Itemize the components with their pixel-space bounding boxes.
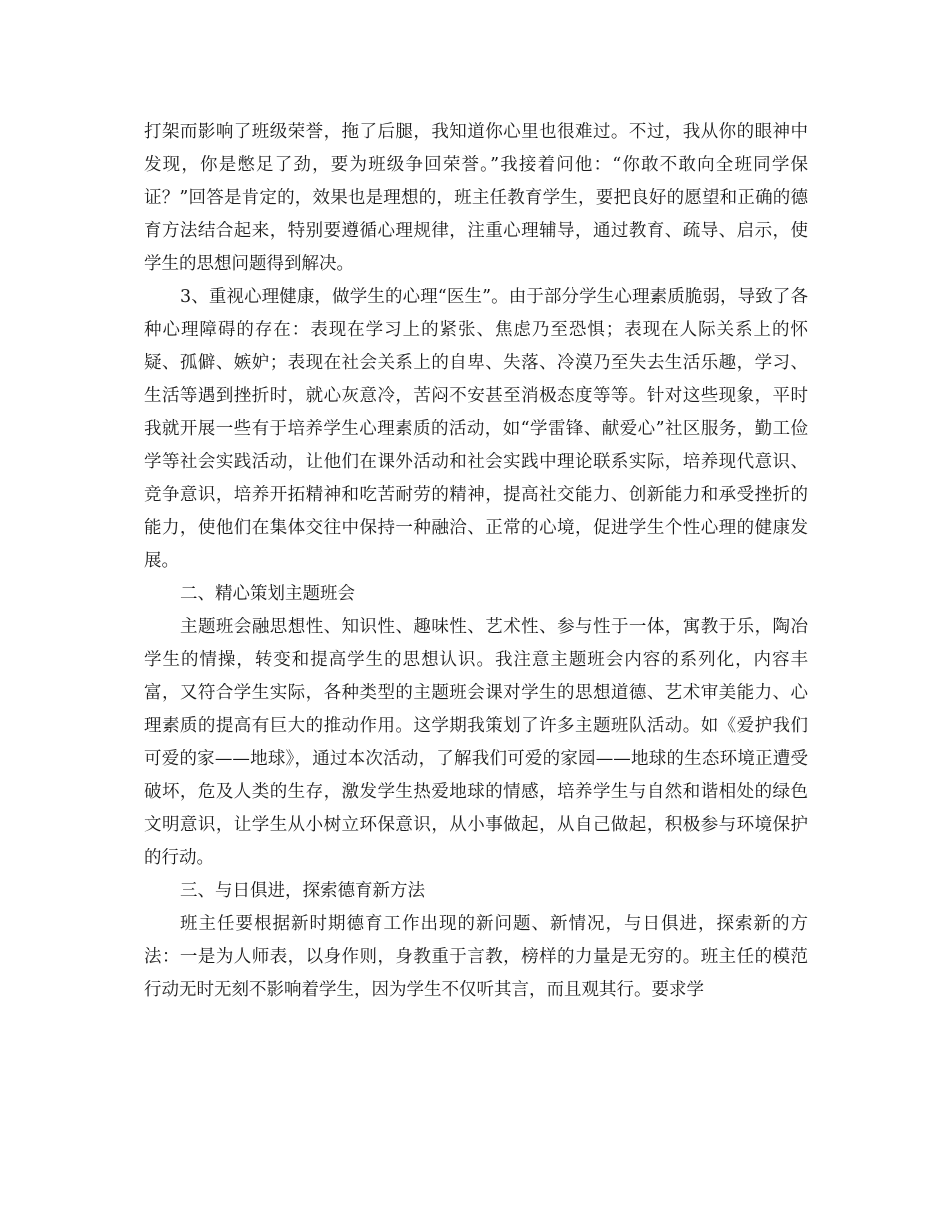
paragraph-theme-class-meeting: 主题班会融思想性、知识性、趣味性、艺术性、参与性于一体，寓教于乐，陶冶学生的情操，转变和提高学生的思想认识。我注意主题班会内容的系列化，内容丰富，又符合学生实际，各种类型的主题班会课对学生的思想道德、艺术审美能力、心理素质的提高有巨大的推动作用。这学期我策划了许多主题班队活动。如《爱护我们可爱的家——地球》，通过本次活动，了解我们可爱的家园——地球的生态环境正遭受破坏，危及人类的生存，激发学生热爱地球的情感，培养学生与自然和谐相处的绿色文明意识，让学生从小树立环保意识，从小事做起，从自己做起，积极参与环境保护的行动。 (144, 617, 808, 868)
paragraph-continuation: 打架而影响了班级荣誉，拖了后腿，我知道你心里也很难过。不过，我从你的眼神中发现，你是憋足了劲，要为班级争回荣誉。”我接着问他：“你敢不敢向全班同学保证？”回答是肯定的，效果也是理想的，班主任教育学生，要把良好的愿望和正确的德育方法结合起来，特别要遵循心理规律，注重心理辅导，通过教育、疏导、启示，使学生的思想问题得到解决。 (144, 122, 808, 274)
document-body (144, 116, 808, 1007)
section-heading-theme-class-meeting: 二、精心策划主题班会 (180, 584, 355, 604)
section-heading-new-methods: 三、与日俱进，探索德育新方法 (180, 881, 425, 901)
paragraph-mental-health: 3、重视心理健康，做学生的心理“医生”。由于部分学生心理素质脆弱，导致了各种心理障碍的存在：表现在学习上的紧张、焦虑乃至恐惧；表现在人际关系上的怀疑、孤僻、嫉妒；表现在社会关系上的自卑、失落、冷漠乃至失去生活乐趣，学习、生活等遇到挫折时，就心灰意冷，苦闷不安甚至消极态度等等。针对这些现象，平时我就开展一些有于培养学生心理素质的活动，如“学雷锋、献爱心”社区服务，勤工俭学等社会实践活动，让他们在课外活动和社会实践中理论联系实际，培养现代意识、竞争意识，培养开拓精神和吃苦耐劳的精神，提高社交能力、创新能力和承受挫折的能力，使他们在集体交往中保持一种融洽、正常的心境，促进学生个性心理的健康发展。 (144, 287, 808, 571)
paragraph-new-methods: 班主任要根据新时期德育工作出现的新问题、新情况，与日俱进，探索新的方法：一是为人师表，以身作则，身教重于言教，榜样的力量是无穷的。班主任的模范行动无时无刻不影响着学生，因为学生不仅听其言，而且观其行。要求学 (144, 914, 808, 1000)
